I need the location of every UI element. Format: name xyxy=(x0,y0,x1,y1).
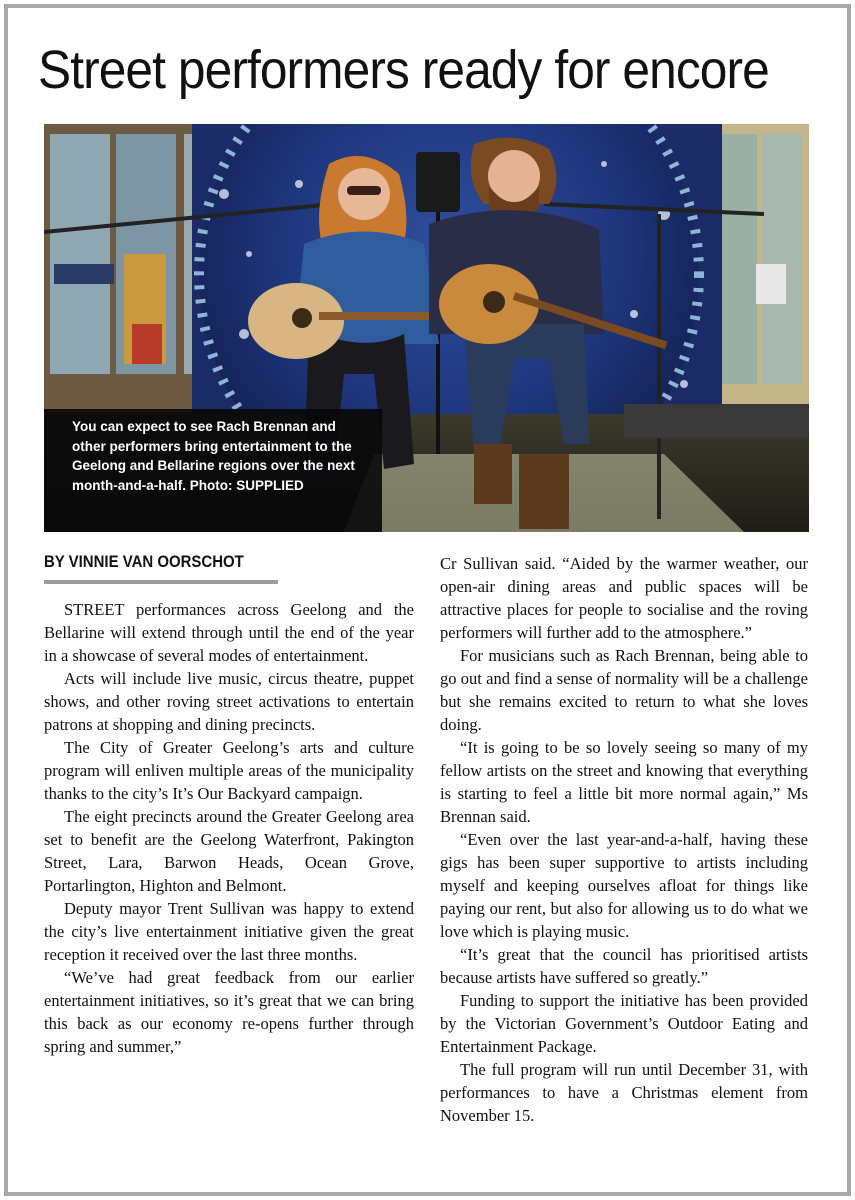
paragraph: “We’ve had great feedback from our earlier entertainment initiatives, so it’s great that we can bring this back as our economy re-opens further through spring and summer,” xyxy=(44,968,414,1056)
paragraph: Acts will include live music, circus theatre, puppet shows, and other roving street activations to entertain patrons at shopping and dining precincts. xyxy=(44,669,414,734)
paragraph: STREET performances across Geelong and the Bellarine will extend through until the end of the year in a showcase of several modes of entertainment. xyxy=(44,600,414,665)
paragraph: The eight precincts around the Greater Geelong area set to benefit are the Geelong Waterfront, Pakington Street, Lara, Barwon Heads, Ocean Grove, Portarlington, Highton and Belmont. xyxy=(44,807,414,895)
paragraph: “It is going to be so lovely seeing so many of my fellow artists on the street and knowing that everything is starting to feel a little bit more normal again,” Ms Brennan said. xyxy=(440,738,808,826)
byline-divider xyxy=(44,580,278,584)
paragraph: Funding to support the initiative has been provided by the Victorian Government’s Outdoor Eating and Entertainment Package. xyxy=(440,991,808,1056)
paragraph: The full program will run until December 31, with performances to have a Christmas element from November 15. xyxy=(440,1060,808,1125)
paragraph: Deputy mayor Trent Sullivan was happy to extend the city’s live entertainment initiative given the great reception it received over the last three months. xyxy=(44,899,414,964)
article-column-1 xyxy=(44,598,414,1058)
article-photo xyxy=(44,124,809,532)
paragraph: The City of Greater Geelong’s arts and culture program will enliven multiple areas of the municipality thanks to the city’s It’s Our Backyard campaign. xyxy=(44,738,414,803)
paragraph: “It’s great that the council has prioritised artists because artists have suffered so greatly.” xyxy=(440,945,808,987)
paragraph: Cr Sullivan said. “Aided by the warmer weather, our open-air dining areas and public spaces will be attractive places for people to socialise and the roving performers will further add to the atmosphere.” xyxy=(440,554,808,642)
paragraph: For musicians such as Rach Brennan, being able to go out and find a sense of normality will be a challenge but she remains excited to return to what she loves doing. xyxy=(440,646,808,734)
article-column-2 xyxy=(440,552,808,1127)
byline: BY VINNIE VAN OORSCHOT xyxy=(44,552,244,571)
photo-caption: You can expect to see Rach Brennan and other performers bring entertainment to the Geelong and Bellarine regions over the next month-and-a-half. Photo: SUPPLIED xyxy=(44,409,382,532)
paragraph: “Even over the last year-and-a-half, having these gigs has been super supportive to artists including myself and keeping ourselves afloat for things like paying our rent, but also for allowing us to do what we love which is playing music. xyxy=(440,830,808,941)
headline: Street performers ready for encore xyxy=(38,40,769,100)
